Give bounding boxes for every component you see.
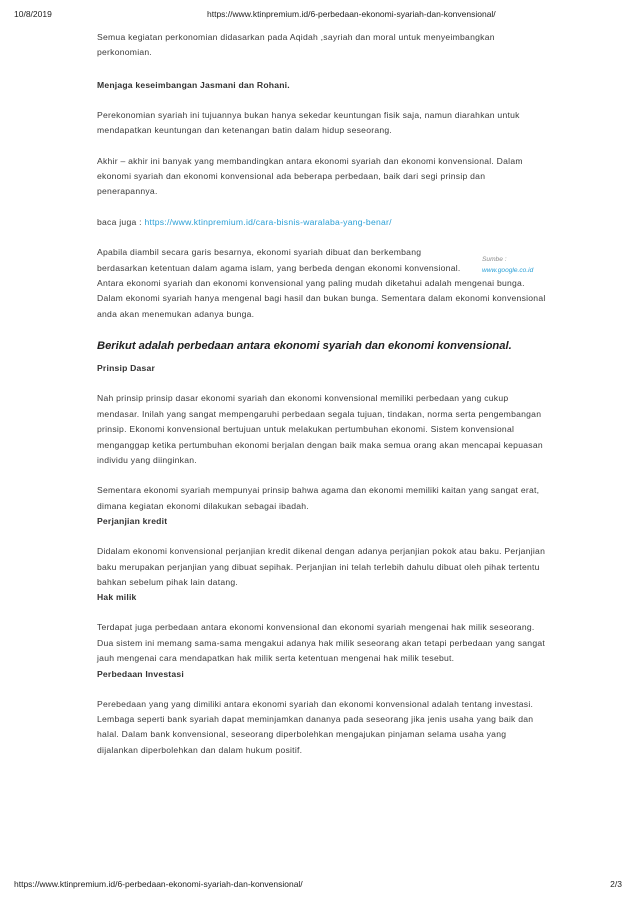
apabila-section xyxy=(97,245,547,276)
baca-juga-link[interactable]: https://www.ktinpremium.id/cara-bisnis-waralaba-yang-benar/ xyxy=(144,216,392,227)
paragraph-kredit: Didalam ekonomi konvensional perjanjian kredit dikenal dengan adanya perjanjian pokok atau baku. Perjanjian baku merupakan perjanjian yang dibuat sepihak. Perjanjian ini telah terlebih dahulu dibuat oleh pihak tertentu bahkan sebelum pihak lain datang. xyxy=(97,546,546,587)
paragraph-prinsip-1: Nah prinsip prinsip dasar ekonomi syariah dan ekonomi konvensional memiliki perbedaan yang cukup mendasar. Inilah yang sangat mempengaruhi perbedaan segala tujuan, tindakan, norma serta pengembangan prinsip. Ekonomi konvensional bertujuan untuk melakukan pertumbuhan ekonomi. Sistem konvensional menganggap ketika pertumbuhan ekonomi berjalan dengan baik maka semua orang akan mencapai kepuasan individu yang diinginkan. xyxy=(97,393,543,465)
heading-hak-milik: Hak milik xyxy=(97,592,137,603)
baca-juga-line xyxy=(97,215,547,230)
paragraph-antara: Antara ekonomi syariah dan ekonomi konvensional yang paling mudah diketahui adalah mengenai bunga. Dalam ekonomi syariah hanya mengenal bagi hasil dan bukan bunga. Sementara dalam ekonomi konvensional anda akan menemukan adanya bunga. xyxy=(97,278,546,319)
paragraph-investasi: Perebedaan yang yang dimiliki antara ekonomi syariah dan ekonomi konvensional adalah tentang investasi. Lembaga seperti bank syariah dapat meminjamkan dananya pada seseorang jika jenis usaha yang baik dan halal. Dalam bank konvensional, seseorang diperbolehkan mengajukan pinjaman selama usaha yang dijalankan diperbolehkan dan dalam hukum positif. xyxy=(97,698,534,755)
image-source-caption xyxy=(482,254,562,276)
paragraph-hak-milik: Terdapat juga perbedaan antara ekonomi konvensional dan ekonomi syariah mengenai hak milik seseorang. Dua sistem ini memang sama-sama mengakui adanya hak milik seseorang akan tetapi perbedaan yang sangat jauh mengenai cara mendapatkan hak milik serta ketentuan mengenai hak milik tesebut. xyxy=(97,622,546,664)
baca-juga-label: baca juga : xyxy=(97,216,145,227)
print-date: 10/8/2019 xyxy=(14,9,52,19)
page-number: 2/3 xyxy=(610,879,622,889)
heading-berikut: Berikut adalah perbedaan antara ekonomi syariah dan ekonomi konvensional. xyxy=(97,340,512,353)
intro-paragraph: Semua kegiatan perkonomian didasarkan pada Aqidah ,sayriah dan moral untuk menyeimbangkan perkonomian. xyxy=(97,32,495,58)
heading-perjanjian-kredit: Perjanjian kredit xyxy=(97,516,168,527)
source-link[interactable]: www.google.co.id xyxy=(482,267,534,275)
paragraph-prinsip-2: Sementara ekonomi syariah mempunyai prinsip bahwa agama dan ekonomi memiliki kaitan yang sangat erat, dimana kegiatan ekonomi dilakukan sebagai ibadah. xyxy=(97,485,540,511)
paragraph-apabila: Apabila diambil secara garis besarnya, ekonomi syariah dibuat dan berkembang berdasarkan ketentuan dalam agama islam, yang berbeda dengan ekonomi konvensional. xyxy=(97,247,461,273)
paragraph-akhir: Akhir – akhir ini banyak yang membandingkan antara ekonomi syariah dan ekonomi konvensional. Dalam ekonomi syariah dan ekonomi konvensional ada beberapa perbedaan, baik dari segi prinsip dan penerapannya. xyxy=(97,155,523,197)
article-body xyxy=(97,30,547,758)
paragraph-jasmani: Perekonomian syariah ini tujuannya bukan hanya sekedar keuntungan fisik saja, namun diarahkan untuk mendapatkan keuntungan dan ketenangan batin dalam hidup seseorang. xyxy=(97,109,520,136)
print-header-url: https://www.ktinpremium.id/6-perbedaan-ekonomi-syariah-dan-konvensional/ xyxy=(207,9,496,19)
source-label: Sumbe : xyxy=(482,256,507,264)
heading-perbedaan-investasi: Perbedaan Investasi xyxy=(97,668,184,679)
print-footer-url: https://www.ktinpremium.id/6-perbedaan-ekonomi-syariah-dan-konvensional/ xyxy=(14,879,303,889)
heading-prinsip-dasar: Prinsip Dasar xyxy=(97,363,156,374)
heading-jasmani-rohani: Menjaga keseimbangan Jasmani dan Rohani. xyxy=(97,79,290,90)
